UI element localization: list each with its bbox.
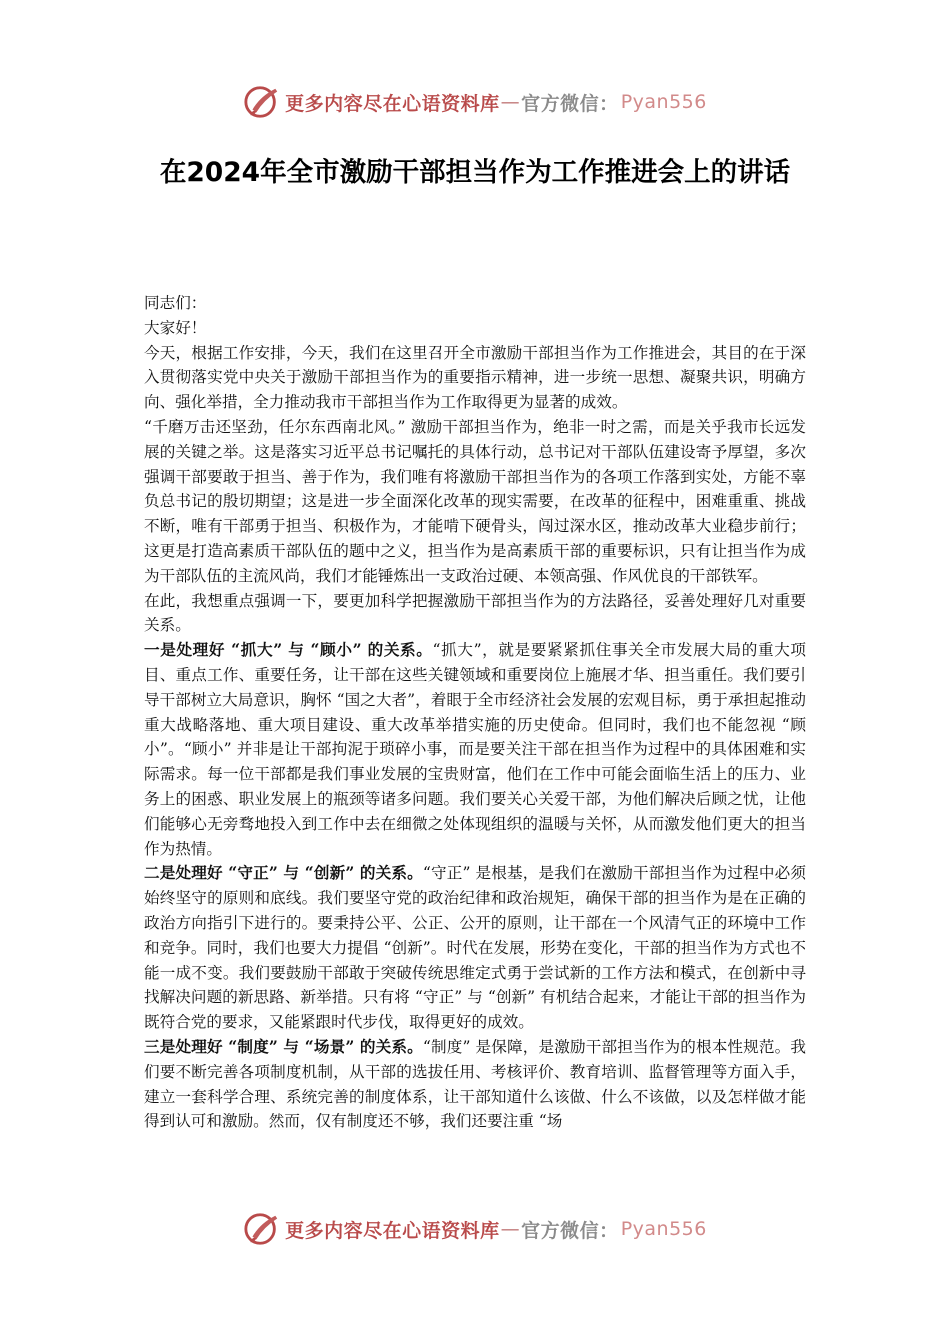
document-body: [144, 291, 806, 1134]
watermark-official-label: 官方微信：: [521, 92, 619, 115]
watermark-wechat-id: Pyan556: [620, 91, 707, 113]
watermark-banner-bottom: [0, 1209, 950, 1249]
watermark-official-label: 官方微信：: [521, 1219, 619, 1242]
section-3-heading: 三是处理好 “制度” 与 “场景” 的关系。: [144, 1036, 423, 1056]
watermark-dash: —: [500, 91, 521, 113]
section-2-body: “守正” 是根基，是我们在激励干部担当作为过程中必须始终坚守的原则和底线。我们要坚守党的政治纪律和政治规矩，确保干部的担当作为是在正确的政治方向指引下进行的。要秉持公平、公正、公开的原则，让干部在一个风清气正的环境中工作和竞争。同时，我们也要大力提倡 “创新”。时代在发展，形势在变化，干部的担当作为方式也不能一成不变。我们要鼓励干部敢于突破传统思维定式勇于尝试新的工作方法和模式，在创新中寻找解决问题的新思路、新举措。只有将 “守正” 与 “创新” 有机结合起来，才能让干部的担当作为既符合党的要求，又能紧跟时代步伐，取得更好的成效。: [144, 864, 806, 1032]
section-1-heading: 一是处理好 “抓大” 与 “顾小” 的关系。: [144, 640, 433, 660]
watermark-main-text: 更多内容尽在心语资料库: [285, 92, 500, 115]
document-title: 在2024年全市激励干部担当作为工作推进会上的讲话: [159, 157, 791, 188]
section-3-body: “制度” 是保障，是激励干部担当作为的根本性规范。我们要不断完善各项制度机制，从干部的选拔任用、考核评价、教育培训、监督管理等方面入手，建立一套科学合理、系统完善的制度体系，让干部知道什么该做、什么不该做，以及怎样做才能得到认可和激励。然而，仅有制度还不够，我们还要注重 “场: [144, 1037, 806, 1131]
section-3: [144, 1035, 806, 1134]
section-2: [144, 861, 806, 1035]
paragraph-intro: 今天，根据工作安排，今天，我们在这里召开全市激励干部担当作为工作推进会，其目的在于深入贯彻落实党中央关于激励干部担当作为的重要指示精神，进一步统一思想、凝聚共识，明确方向、强化举措，全力推动我市干部担当作为工作取得更为显著的成效。: [144, 343, 806, 412]
section-2-heading: 二是处理好 “守正” 与 “创新” 的关系。: [144, 863, 423, 883]
salutation: 同志们：: [144, 294, 207, 312]
section-1-body: “抓大”，就是要紧紧抓住事关全市发展大局的重大项目、重点工作、重要任务，让干部在这些关键领域和重要岗位上施展才华、担当重任。我们要引导干部树立大局意识，胸怀 “国之大者”，着眼于全市经济社会发展的宏观目标，勇于承担起推动重大战略落地、重大项目建设、重大改革举措实施的历史使命。但同时，我们也不能忽视 “顾小”。“顾小” 并非是让干部拘泥于琐碎小事，而是要关注干部在担当作为过程中的具体困难和实际需求。每一位干部都是我们事业发展的宝贵财富，他们在工作中可能会面临生活上的压力、业务上的困惑、职业发展上的瓶颈等诸多问题。我们要关心关爱干部，为他们解决后顾之忧，让他们能够心无旁骛地投入到工作中去在细微之处体现组织的温暖与关怀，从而激发他们更大的担当作为热情。: [144, 641, 807, 858]
greeting: 大家好！: [144, 318, 207, 337]
watermark-main-text: 更多内容尽在心语资料库: [285, 1219, 500, 1242]
watermark-banner-top: [0, 82, 950, 122]
brush-logo-icon: [243, 1210, 281, 1248]
watermark-dash: —: [500, 1218, 521, 1240]
paragraph-transition: 在此，我想重点强调一下，要更加科学把握激励干部担当作为的方法路径，妥善处理好几对重要关系。: [144, 591, 806, 635]
watermark-wechat-id: Pyan556: [620, 1218, 707, 1240]
brush-logo-icon: [243, 83, 281, 121]
section-1: [144, 638, 806, 861]
paragraph-significance: “千磨万击还坚劲，任尔东西南北风。” 激励干部担当作为，绝非一时之需，而是关乎我市长远发展的关键之举。这是落实习近平总书记嘱托的具体行动，总书记对干部队伍建设寄予厚望，多次强调干部要敢于担当、善于作为，我们唯有将激励干部担当作为的各项工作落到实处，方能不辜负总书记的殷切期望；这是进一步全面深化改革的现实需要，在改革的征程中，困难重重、挑战不断，唯有干部勇于担当、积极作为，才能啃下硬骨头，闯过深水区，推动改革大业稳步前行；这更是打造高素质干部队伍的题中之义，担当作为是高素质干部的重要标识，只有让担当作为成为干部队伍的主流风尚，我们才能锤炼出一支政治过硬、本领高强、作风优良的干部铁军。: [144, 417, 806, 585]
